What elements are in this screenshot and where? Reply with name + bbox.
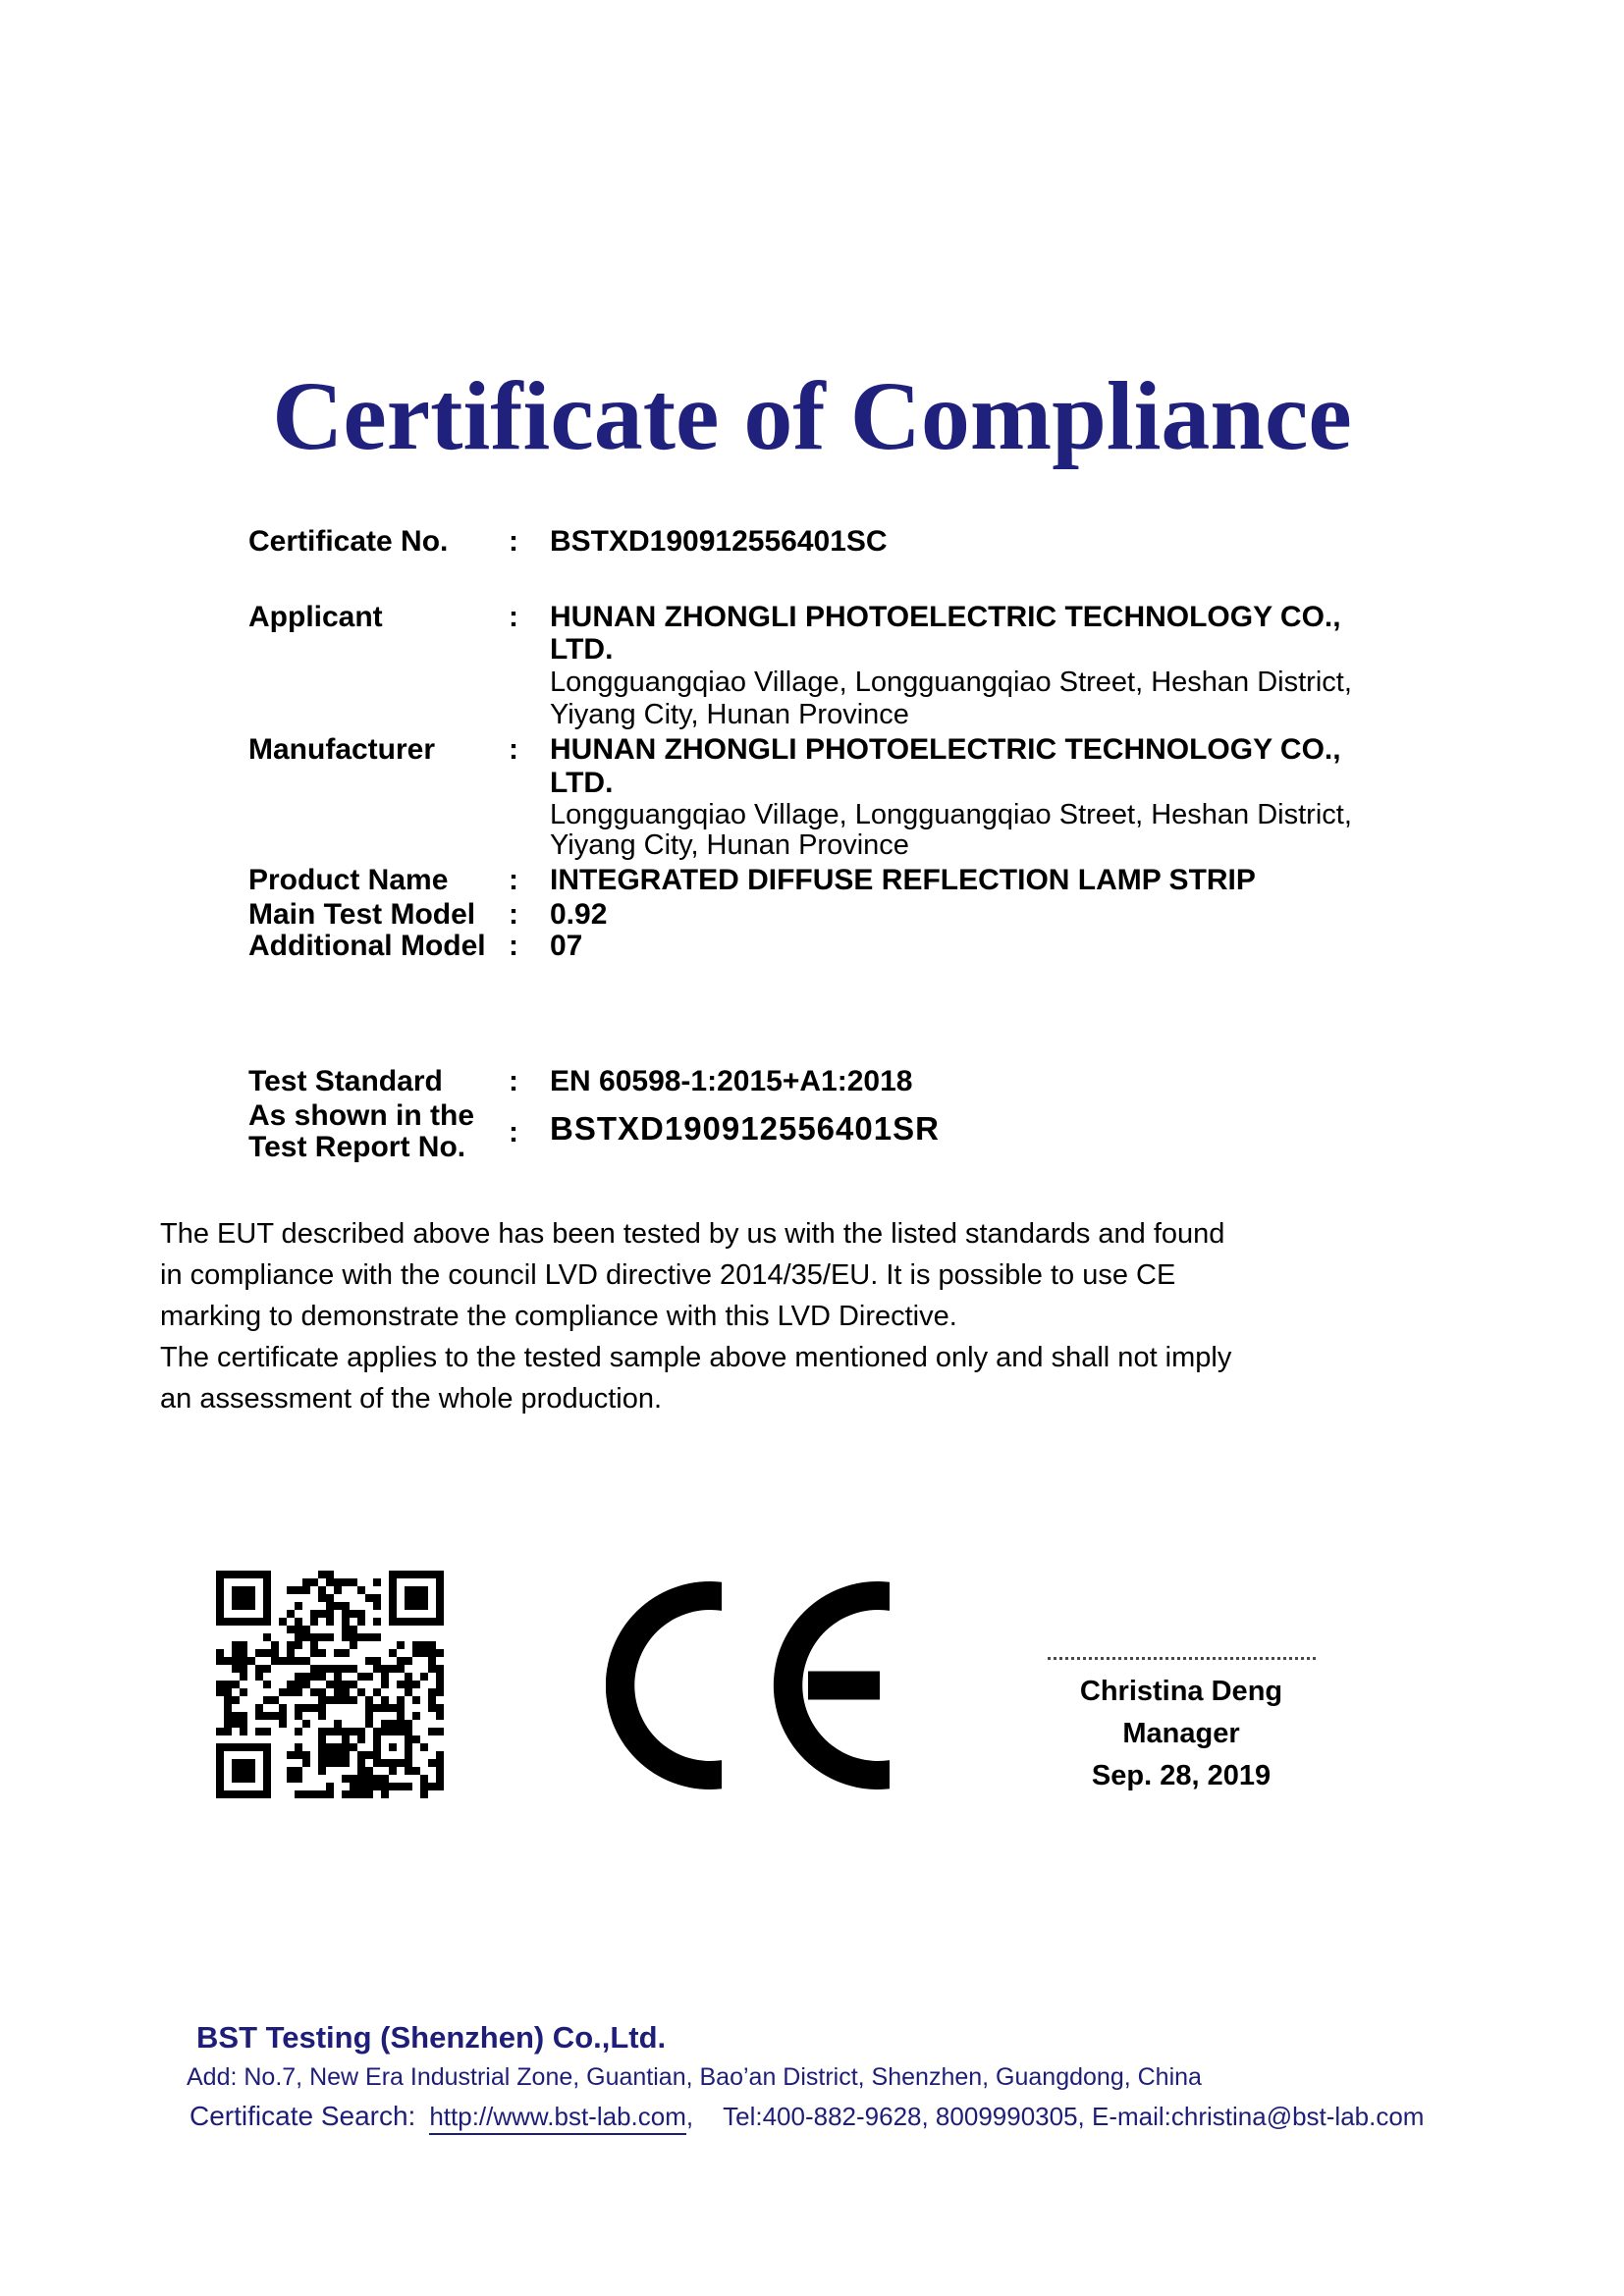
certificate-title: Certificate of Compliance xyxy=(272,361,1352,470)
qr-code-image xyxy=(216,1571,444,1798)
compliance-statement xyxy=(160,1213,1231,1419)
ce-letter-c xyxy=(606,1581,722,1789)
product-name-label: Product Name xyxy=(248,864,449,896)
signatory-role: Manager xyxy=(1122,1718,1240,1749)
signature-block xyxy=(1021,1671,1341,1797)
manufacturer-company-line1: HUNAN ZHONGLI PHOTOELECTRIC TECHNOLOGY CO., xyxy=(550,733,1341,766)
applicant-colon: : xyxy=(509,601,518,633)
product-name-colon: : xyxy=(509,864,518,896)
footer-certificate-search-line xyxy=(189,2101,1424,2135)
signatory-name: Christina Deng xyxy=(1079,1676,1283,1707)
statement-line: in compliance with the council LVD directive 2014/35/EU. It is possible to use CE xyxy=(160,1259,1176,1291)
test-standard-label: Test Standard xyxy=(248,1065,443,1097)
manufacturer-address-line1: Longguangqiao Village, Longguangqiao Street, Heshan District, xyxy=(550,799,1352,830)
signature-dotted-line xyxy=(1048,1657,1316,1660)
manufacturer-colon: : xyxy=(509,733,518,766)
certificate-no-value: BSTXD190912556401SC xyxy=(550,525,888,558)
footer-contact: Tel:400-882-9628, 8009990305, E-mail:christina@bst-lab.com xyxy=(723,2102,1425,2131)
statement-line: The certificate applies to the tested sample above mentioned only and shall not imply xyxy=(160,1342,1232,1373)
main-test-model-label: Main Test Model xyxy=(248,898,476,931)
applicant-address-line2: Yiyang City, Hunan Province xyxy=(550,699,909,730)
applicant-company-line1: HUNAN ZHONGLI PHOTOELECTRIC TECHNOLOGY CO., xyxy=(550,601,1341,633)
main-test-model-value: 0.92 xyxy=(550,898,608,931)
footer-company-name: BST Testing (Shenzhen) Co.,Ltd. xyxy=(196,2020,667,2055)
test-report-label-line1: As shown in the xyxy=(248,1099,475,1132)
additional-model-colon: : xyxy=(509,930,518,962)
certificate-search-link[interactable]: http://www.bst-lab.com xyxy=(429,2102,686,2135)
manufacturer-address-line2: Yiyang City, Hunan Province xyxy=(550,829,909,861)
certificate-search-comma: , xyxy=(685,2102,694,2131)
footer-address: Add: No.7, New Era Industrial Zone, Guantian, Bao’an District, Shenzhen, Guangdong, China xyxy=(187,2063,1202,2091)
signature-date: Sep. 28, 2019 xyxy=(1091,1760,1272,1791)
test-report-value: BSTXD190912556401SR xyxy=(550,1110,940,1147)
applicant-label: Applicant xyxy=(248,601,383,633)
certificate-search-label: Certificate Search: xyxy=(189,2101,416,2131)
test-report-colon: : xyxy=(509,1116,518,1148)
test-standard-value: EN 60598-1:2015+A1:2018 xyxy=(550,1065,913,1097)
manufacturer-label: Manufacturer xyxy=(248,733,436,766)
additional-model-label: Additional Model xyxy=(248,930,486,962)
test-standard-colon: : xyxy=(509,1065,518,1097)
test-report-label-line2: Test Report No. xyxy=(248,1131,466,1163)
certificate-no-label: Certificate No. xyxy=(248,525,449,558)
applicant-company-line2: LTD. xyxy=(550,633,614,666)
ce-letter-e-bar xyxy=(808,1672,880,1700)
qr-code xyxy=(216,1571,444,1798)
statement-line: The EUT described above has been tested by us with the listed standards and found xyxy=(160,1218,1225,1250)
additional-model-value: 07 xyxy=(550,930,583,962)
statement-line: an assessment of the whole production. xyxy=(160,1383,663,1415)
ce-marking-logo xyxy=(606,1581,896,1789)
main-test-model-colon: : xyxy=(509,898,518,931)
certificate-no-colon: : xyxy=(509,525,518,558)
applicant-address-line1: Longguangqiao Village, Longguangqiao Street, Heshan District, xyxy=(550,667,1352,698)
manufacturer-company-line2: LTD. xyxy=(550,767,614,799)
statement-line: marking to demonstrate the compliance with this LVD Directive. xyxy=(160,1301,957,1332)
product-name-value: INTEGRATED DIFFUSE REFLECTION LAMP STRIP xyxy=(550,864,1256,896)
